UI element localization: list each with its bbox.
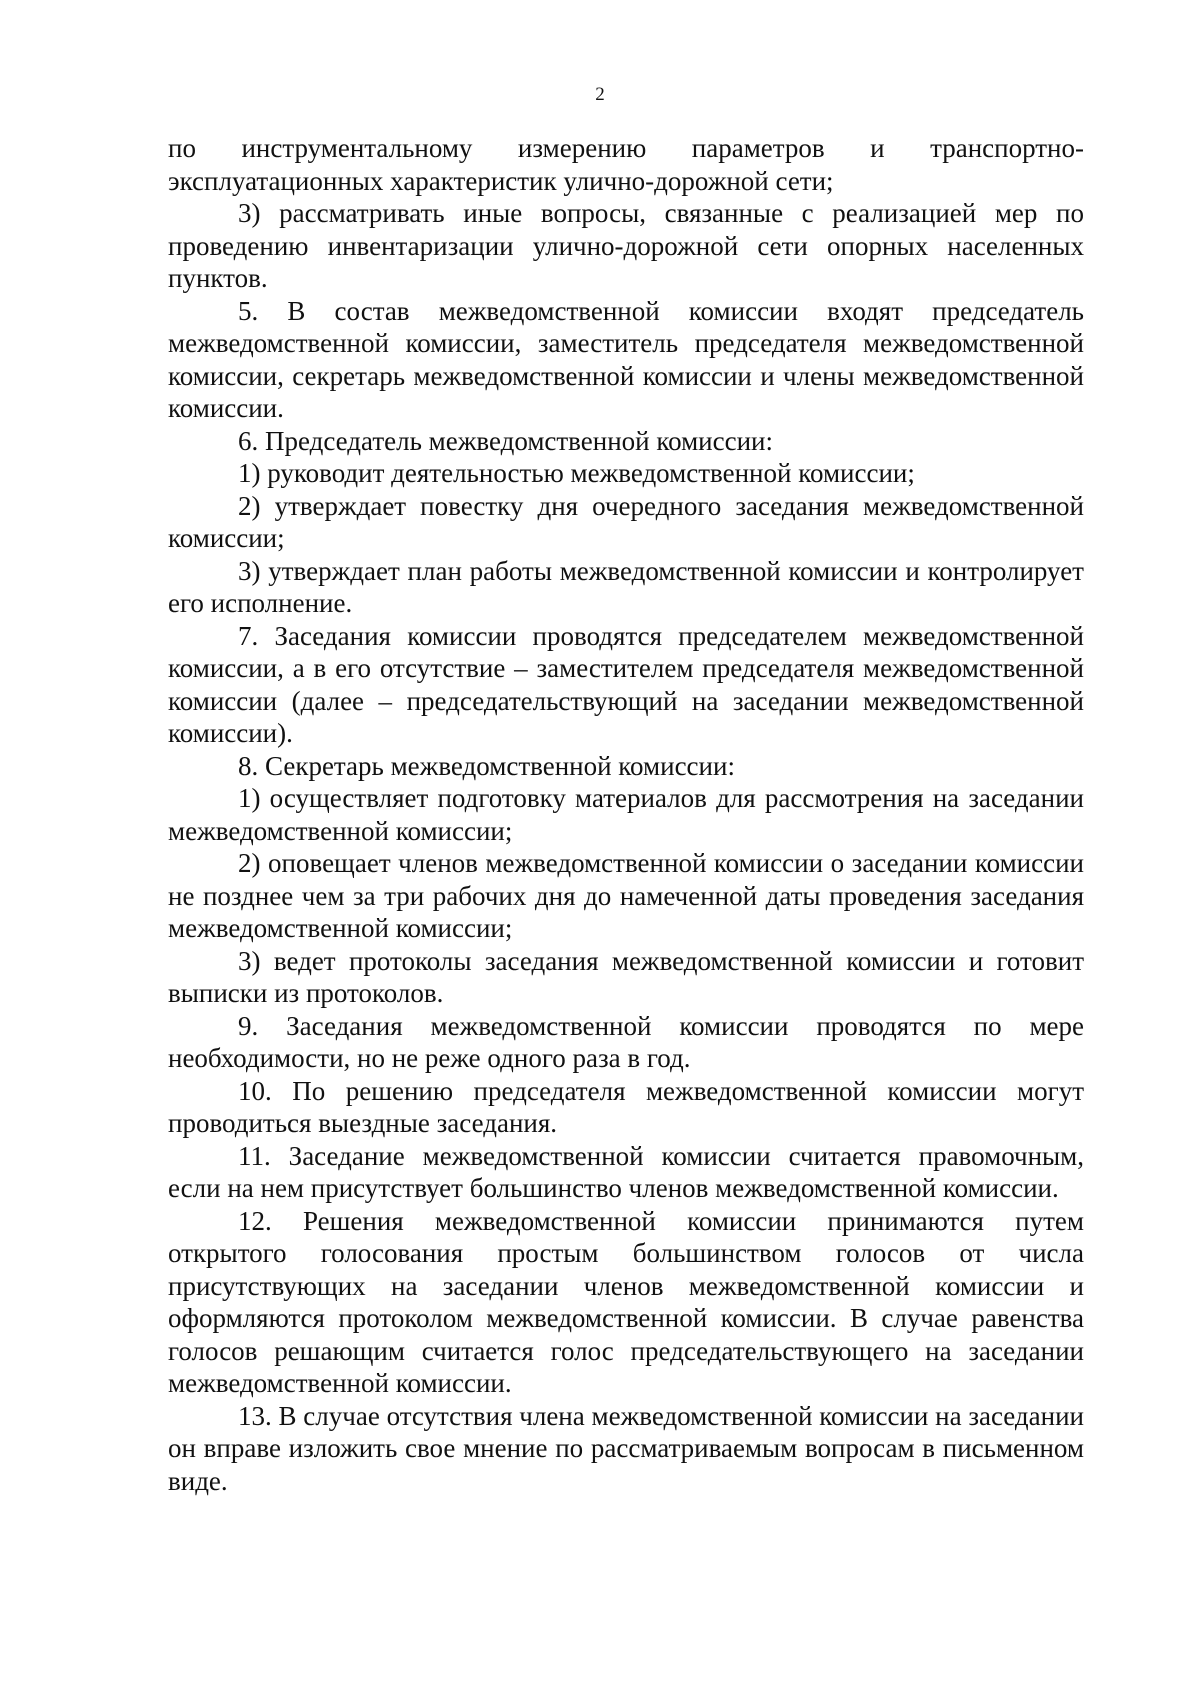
paragraph-6-item-3: 3) утверждает план работы межведомственной комиссии и контролирует его исполнение. xyxy=(168,555,1084,618)
paragraph-6-item-1: 1) руководит деятельностью межведомственной комиссии; xyxy=(238,458,915,488)
paragraph-6-chairman: 6. Председатель межведомственной комиссии: xyxy=(238,425,773,456)
paragraph-item-3-other-questions: 3) рассматривать иные вопросы, связанные с реализацией мер по проведению инвентаризации улично-дорожной сети опорных населенных пунктов. xyxy=(168,198,1084,293)
paragraph-5-composition: 5. В состав межведомственной комиссии входят председатель межведомственной комиссии, заместитель председателя межведомственной комиссии, секретарь межведомственной комиссии и члены межведомственной комиссии. xyxy=(168,295,1084,423)
paragraph-8-item-1: 1) осуществляет подготовку материалов для рассмотрения на заседании межведомственной комиссии; xyxy=(168,783,1084,846)
paragraph-8-secretary: 8. Секретарь межведомственной комиссии: xyxy=(238,750,735,781)
paragraph-12-decisions: 12. Решения межведомственной комиссии принимаются путем открытого голосования простым большинством голосов от числа присутствующих на заседании членов межведомственной комиссии и оформляются протоколом межведомственной комиссии. В случае равенства голосов решающим считается голос председательствующего на заседании межведомственной комиссии. xyxy=(168,1205,1084,1398)
paragraph-8-item-2: 2) оповещает членов межведомственной комиссии о заседании комиссии не позднее чем за три рабочих дня до намеченной даты проведения заседания межведомственной комиссии; xyxy=(168,848,1084,943)
paragraph-10-field-meetings: 10. По решению председателя межведомственной комиссии могут проводиться выездные заседания. xyxy=(168,1075,1084,1138)
paragraph-11-quorum: 11. Заседание межведомственной комиссии считается правомочным, если на нем присутствует большинство членов межведомственной комиссии. xyxy=(168,1140,1084,1203)
paragraph-13-absence: 13. В случае отсутствия члена межведомственной комиссии на заседании он вправе изложить свое мнение по рассматриваемым вопросам в письменном виде. xyxy=(168,1400,1084,1496)
page-number: 2 xyxy=(595,84,605,105)
paragraph-continuation: по инструментальному измерению параметров и транспортно-эксплуатационных характеристик улично-дорожной сети; xyxy=(168,133,1084,196)
paragraph-8-item-3: 3) ведет протоколы заседания межведомственной комиссии и готовит выписки из протоколов. xyxy=(168,945,1084,1008)
paragraph-9-frequency: 9. Заседания межведомственной комиссии проводятся по мере необходимости, но не реже одного раза в год. xyxy=(168,1010,1084,1073)
document-body xyxy=(168,132,1084,1497)
paragraph-6-item-2: 2) утверждает повестку дня очередного заседания межведомственной комиссии; xyxy=(168,490,1084,553)
paragraph-7-meetings: 7. Заседания комиссии проводятся председателем межведомственной комиссии, а в его отсутствие – заместителем председателя межведомственной комиссии (далее – председательствующий на заседании межведомственной комиссии). xyxy=(168,620,1084,748)
